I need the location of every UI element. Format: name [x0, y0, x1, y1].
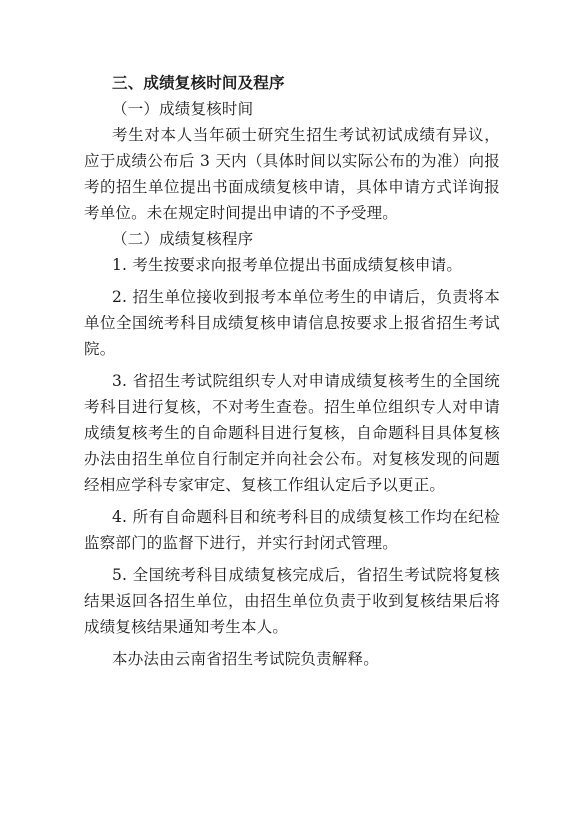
- procedure-item-2: 2. 招生单位接收到报考本单位考生的申请后，负责将本单位全国统考科目成绩复核申请信息按要求上报省招生考试院。: [84, 288, 500, 358]
- procedure-item-3: 3. 省招生考试院组织专人对申请成绩复核考生的全国统考科目进行复核，不对考生查卷。招生单位组织专人对申请成绩复核考生的自命题科目进行复核，自命题科目具体复核办法由招生单位自行制定并向社会公布。对复核发现的问题经相应学科专家审定、复核工作组认定后予以更正。: [84, 372, 500, 494]
- procedure-item-1: 1. 考生按要求向报考单位提出书面成绩复核申请。: [112, 256, 463, 274]
- subsection-title-review-procedure: （二）成绩复核程序: [112, 230, 254, 248]
- document-body: [84, 70, 500, 672]
- closing-statement: 本办法由云南省招生考试院负责解释。: [112, 650, 379, 668]
- procedure-item-5: 5. 全国统考科目成绩复核完成后，省招生考试院将复核结果返回各招生单位，由招生单位负责于收到复核结果后将成绩复核结果通知考生本人。: [84, 566, 500, 636]
- review-time-paragraph: 考生对本人当年硕士研究生招生考试初试成绩有异议，应于成绩公布后 3 天内（具体时间以实际公布的为准）向报考的招生单位提出书面成绩复核申请，具体申请方式详询报考单位。未在规定时间提出申请的不予受理。: [84, 126, 500, 222]
- procedure-item-4: 4. 所有自命题科目和统考科目的成绩复核工作均在纪检监察部门的监督下进行，并实行封闭式管理。: [84, 508, 500, 552]
- subsection-title-review-time: （一）成绩复核时间: [112, 100, 254, 118]
- section-heading: 三、成绩复核时间及程序: [112, 74, 285, 92]
